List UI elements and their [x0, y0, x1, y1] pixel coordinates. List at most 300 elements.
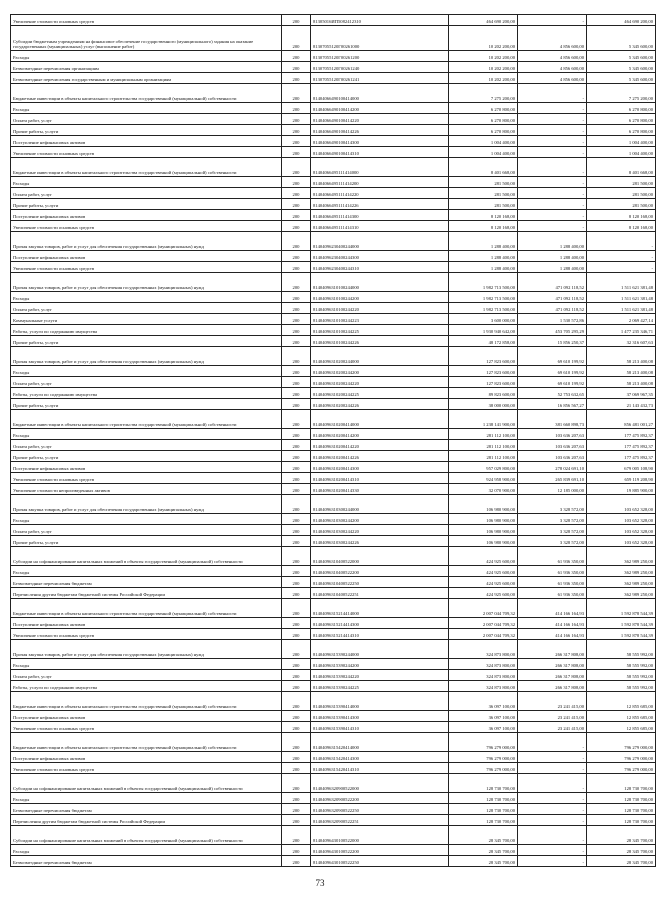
row-approved-cell: 324 873 800,00 — [449, 681, 518, 692]
row-unexecuted-cell: 8 401 668,00 — [587, 158, 656, 177]
row-unexecuted-cell: 362 989 250,00 — [587, 547, 656, 566]
row-approved-cell: 1 288 400,00 — [449, 251, 518, 262]
row-unexecuted-cell: 362 989 250,00 — [587, 588, 656, 599]
row-approved-cell: 6 270 800,00 — [449, 125, 518, 136]
row-name-cell: Оплата работ, услуг — [11, 114, 282, 125]
row-unexecuted-cell: 1 004 400,00 — [587, 136, 656, 147]
row-kbk-cell: 81404066495111414226 — [311, 199, 449, 210]
row-code-cell: 200 — [282, 763, 311, 774]
row-unexecuted-cell: 128 730 700,00 — [587, 815, 656, 826]
row-kbk-cell: 81404096315390244000 — [311, 640, 449, 659]
row-kbk-cell: 81404096310100244000 — [311, 273, 449, 292]
row-approved-cell: 1 930 940 642,00 — [449, 325, 518, 336]
row-code-cell: 200 — [282, 462, 311, 473]
row-executed-cell: 23 241 415,00 — [518, 711, 587, 722]
row-approved-cell: 796 279 000,00 — [449, 763, 518, 774]
row-approved-cell: 28 345 700,00 — [449, 856, 518, 867]
row-code-cell: 200 — [282, 618, 311, 629]
table-row — [11, 462, 656, 473]
table-row — [11, 177, 656, 188]
row-code-cell: 200 — [282, 84, 311, 103]
row-name-cell: Расходы — [11, 51, 282, 62]
row-code-cell: 200 — [282, 336, 311, 347]
row-code-cell: 200 — [282, 377, 311, 388]
row-executed-cell: - — [518, 221, 587, 232]
row-code-cell: 200 — [282, 845, 311, 856]
row-unexecuted-cell: 28 345 700,00 — [587, 856, 656, 867]
row-kbk-cell: 81305016ИП5082412310 — [311, 15, 449, 26]
row-executed-cell: 414 166 164,93 — [518, 629, 587, 640]
row-approved-cell: 1 982 713 500,00 — [449, 273, 518, 292]
table-row — [11, 221, 656, 232]
row-unexecuted-cell: 1 511 621 381,48 — [587, 273, 656, 292]
row-approved-cell: 324 873 800,00 — [449, 670, 518, 681]
row-approved-cell: 106 980 900,00 — [449, 536, 518, 547]
row-kbk-cell: 81404096320900522000 — [311, 774, 449, 793]
row-code-cell: 200 — [282, 314, 311, 325]
row-name-cell: Увеличение стоимости основных средств — [11, 147, 282, 158]
row-executed-cell: 3 328 572,00 — [518, 525, 587, 536]
table-row — [11, 856, 656, 867]
row-kbk-cell: 81404096230400244000 — [311, 232, 449, 251]
row-code-cell: 200 — [282, 495, 311, 514]
row-approved-cell: 8 120 168,00 — [449, 221, 518, 232]
row-kbk-cell: 81404096310200414226 — [311, 451, 449, 462]
row-unexecuted-cell: 1 592 878 544,39 — [587, 618, 656, 629]
row-code-cell: 200 — [282, 103, 311, 114]
row-name-cell: Безвозмездные перечисления бюджетам — [11, 577, 282, 588]
row-executed-cell: 61 936 350,00 — [518, 577, 587, 588]
page-number: 73 — [315, 878, 325, 888]
row-executed-cell: 23 241 415,00 — [518, 722, 587, 733]
row-name-cell: Расходы — [11, 429, 282, 440]
row-name-cell: Оплата работ, услуг — [11, 188, 282, 199]
row-name-cell: Расходы — [11, 103, 282, 114]
row-kbk-cell: 81404096310200244226 — [311, 399, 449, 410]
row-code-cell: 200 — [282, 410, 311, 429]
row-approved-cell: 3 600 000,00 — [449, 314, 518, 325]
table-row — [11, 188, 656, 199]
row-kbk-cell: 81404096315390414000 — [311, 692, 449, 711]
row-kbk-cell: 81404096310200414330 — [311, 484, 449, 495]
row-kbk-cell: 81404096315214414310 — [311, 629, 449, 640]
row-code-cell: 200 — [282, 451, 311, 462]
table-row — [11, 303, 656, 314]
row-approved-cell: 2 007 044 709,32 — [449, 599, 518, 618]
row-name-cell: Расходы — [11, 177, 282, 188]
row-kbk-cell: 81404096310100244225 — [311, 325, 449, 336]
row-approved-cell: 10 202 200,00 — [449, 26, 518, 51]
row-kbk-cell: 81404096310200244000 — [311, 347, 449, 366]
row-name-cell: Безвозмездные перечисления бюджетам — [11, 856, 282, 867]
row-approved-cell: 424 925 600,00 — [449, 577, 518, 588]
table-row — [11, 262, 656, 273]
row-code-cell: 200 — [282, 303, 311, 314]
row-code-cell: 200 — [282, 793, 311, 804]
row-unexecuted-cell: 6 270 800,00 — [587, 103, 656, 114]
row-executed-cell: 1 530 572,86 — [518, 314, 587, 325]
row-unexecuted-cell: 19 885 900,00 — [587, 484, 656, 495]
row-code-cell: 200 — [282, 599, 311, 618]
row-executed-cell: 4 856 600,00 — [518, 73, 587, 84]
row-code-cell: 200 — [282, 815, 311, 826]
row-approved-cell: 106 980 900,00 — [449, 525, 518, 536]
row-executed-cell: 3 328 572,00 — [518, 495, 587, 514]
row-approved-cell: 1 288 400,00 — [449, 232, 518, 251]
row-kbk-cell: 81404066495111414310 — [311, 221, 449, 232]
row-name-cell: Расходы — [11, 793, 282, 804]
row-unexecuted-cell: 58 555 992,00 — [587, 681, 656, 692]
row-approved-cell: 127 823 600,00 — [449, 377, 518, 388]
row-approved-cell: 127 823 600,00 — [449, 347, 518, 366]
row-name-cell: Увеличение стоимости основных средств — [11, 15, 282, 26]
row-executed-cell: 3 328 572,00 — [518, 514, 587, 525]
row-approved-cell: 324 873 800,00 — [449, 659, 518, 670]
row-code-cell: 200 — [282, 525, 311, 536]
row-kbk-cell: 81404096310300244226 — [311, 536, 449, 547]
row-executed-cell: - — [518, 103, 587, 114]
row-code-cell: 200 — [282, 826, 311, 845]
table-row — [11, 536, 656, 547]
row-executed-cell: 23 241 415,00 — [518, 692, 587, 711]
table-row — [11, 232, 656, 251]
row-kbk-cell: 81404096310200244200 — [311, 366, 449, 377]
row-kbk-cell: 81404066495111414220 — [311, 188, 449, 199]
row-approved-cell: 127 823 600,00 — [449, 366, 518, 377]
row-approved-cell: 36 097 100,00 — [449, 711, 518, 722]
row-executed-cell: 69 610 199,92 — [518, 366, 587, 377]
row-name-cell: Оплата работ, услуг — [11, 670, 282, 681]
table-row — [11, 451, 656, 462]
table-row — [11, 618, 656, 629]
table-row — [11, 273, 656, 292]
row-approved-cell: 128 730 700,00 — [449, 774, 518, 793]
row-approved-cell: 2 007 044 709,32 — [449, 618, 518, 629]
row-code-cell: 200 — [282, 588, 311, 599]
row-code-cell: 200 — [282, 273, 311, 292]
table-row — [11, 51, 656, 62]
table-row — [11, 640, 656, 659]
table-row — [11, 774, 656, 793]
row-name-cell: Оплата работ, услуг — [11, 377, 282, 388]
row-kbk-cell: 81404096315214414000 — [311, 599, 449, 618]
table-row — [11, 388, 656, 399]
row-code-cell: 200 — [282, 366, 311, 377]
row-kbk-cell: 81404096310200414300 — [311, 462, 449, 473]
row-executed-cell: - — [518, 774, 587, 793]
table-row — [11, 473, 656, 484]
row-code-cell: 200 — [282, 125, 311, 136]
row-name-cell: Бюджетные инвестиции в объекты капитального строительства государственной (муниципальной) собственности — [11, 599, 282, 618]
row-executed-cell: - — [518, 158, 587, 177]
table-row — [11, 599, 656, 618]
row-executed-cell: - — [518, 84, 587, 103]
table-row — [11, 659, 656, 670]
row-name-cell: Поступление нефинансовых активов — [11, 136, 282, 147]
table-row — [11, 62, 656, 73]
table-row — [11, 136, 656, 147]
row-unexecuted-cell: 362 989 250,00 — [587, 566, 656, 577]
row-approved-cell: 924 958 900,00 — [449, 473, 518, 484]
row-kbk-cell: 81404096310200414220 — [311, 440, 449, 451]
row-code-cell: 200 — [282, 388, 311, 399]
row-kbk-cell: 81404066490100414220 — [311, 114, 449, 125]
row-unexecuted-cell: 32 316 607,63 — [587, 336, 656, 347]
row-kbk-cell: 81404096310200414200 — [311, 429, 449, 440]
row-executed-cell: 266 317 808,00 — [518, 640, 587, 659]
row-executed-cell: 414 166 164,93 — [518, 599, 587, 618]
table-row — [11, 577, 656, 588]
row-unexecuted-cell: 58 213 400,08 — [587, 347, 656, 366]
row-approved-cell: 106 980 900,00 — [449, 514, 518, 525]
row-name-cell: Прочая закупка товаров, работ и услуг для обеспечения государственных (муниципальных) нужд — [11, 640, 282, 659]
row-unexecuted-cell: 8 120 168,00 — [587, 210, 656, 221]
row-unexecuted-cell: 177 475 892,37 — [587, 451, 656, 462]
table-row — [11, 114, 656, 125]
row-kbk-cell: 81404096315390414310 — [311, 722, 449, 733]
row-kbk-cell: 81404066495111414000 — [311, 158, 449, 177]
row-unexecuted-cell: 281 500,00 — [587, 188, 656, 199]
row-code-cell: 200 — [282, 804, 311, 815]
row-code-cell: 200 — [282, 473, 311, 484]
row-executed-cell: 4 856 600,00 — [518, 62, 587, 73]
row-unexecuted-cell: 679 005 108,90 — [587, 462, 656, 473]
table-row — [11, 314, 656, 325]
table-row — [11, 547, 656, 566]
row-code-cell: 200 — [282, 262, 311, 273]
row-name-cell: Прочие работы, услуги — [11, 199, 282, 210]
table-row — [11, 495, 656, 514]
row-name-cell: Прочие работы, услуги — [11, 336, 282, 347]
row-code-cell: 200 — [282, 711, 311, 722]
row-executed-cell: 103 636 207,63 — [518, 451, 587, 462]
row-code-cell: 200 — [282, 188, 311, 199]
row-approved-cell: 1 004 400,00 — [449, 147, 518, 158]
row-name-cell: Бюджетные инвестиции в объекты капитального строительства государственной (муниципальной) собственности — [11, 692, 282, 711]
row-kbk-cell: 81404096310200244225 — [311, 388, 449, 399]
row-kbk-cell: 81404096315420414300 — [311, 752, 449, 763]
row-name-cell: Коммунальные услуги — [11, 314, 282, 325]
row-executed-cell: - — [518, 826, 587, 845]
row-unexecuted-cell: 796 279 000,00 — [587, 733, 656, 752]
row-kbk-cell: 81404096310200414310 — [311, 473, 449, 484]
row-name-cell: Поступление нефинансовых активов — [11, 752, 282, 763]
row-kbk-cell: 81404096315390414300 — [311, 711, 449, 722]
row-executed-cell: 471 092 118,52 — [518, 292, 587, 303]
row-name-cell: Расходы — [11, 514, 282, 525]
row-approved-cell: 796 279 000,00 — [449, 733, 518, 752]
row-executed-cell: 414 166 164,93 — [518, 618, 587, 629]
table-row — [11, 73, 656, 84]
row-code-cell: 200 — [282, 566, 311, 577]
table-row — [11, 377, 656, 388]
row-code-cell: 200 — [282, 347, 311, 366]
row-executed-cell: - — [518, 763, 587, 774]
row-unexecuted-cell: 281 500,00 — [587, 177, 656, 188]
row-unexecuted-cell: 796 279 000,00 — [587, 752, 656, 763]
table-row — [11, 588, 656, 599]
row-executed-cell: 1 288 400,00 — [518, 262, 587, 273]
row-unexecuted-cell: 28 345 700,00 — [587, 826, 656, 845]
row-kbk-cell: 81404096310400522200 — [311, 566, 449, 577]
row-kbk-cell: 81404096310100244226 — [311, 336, 449, 347]
row-executed-cell: - — [518, 793, 587, 804]
row-approved-cell: 128 730 700,00 — [449, 815, 518, 826]
row-code-cell: 200 — [282, 158, 311, 177]
row-name-cell: Субсидии бюджетным учреждениям на финансовое обеспечение государственного (муниципального) задания на оказание государственных (муниципальных) услуг (выполнение работ) — [11, 26, 282, 51]
table-row — [11, 670, 656, 681]
row-unexecuted-cell: - — [587, 251, 656, 262]
row-unexecuted-cell: 1 511 621 381,48 — [587, 303, 656, 314]
row-name-cell: Прочие работы, услуги — [11, 536, 282, 547]
row-approved-cell: 7 275 200,00 — [449, 84, 518, 103]
row-executed-cell: 69 610 199,92 — [518, 347, 587, 366]
row-name-cell: Расходы — [11, 659, 282, 670]
row-executed-cell: - — [518, 752, 587, 763]
row-executed-cell: 61 936 350,00 — [518, 547, 587, 566]
row-approved-cell: 424 925 600,00 — [449, 566, 518, 577]
row-unexecuted-cell: 464 690 200,00 — [587, 15, 656, 26]
row-name-cell: Прочие работы, услуги — [11, 399, 282, 410]
row-kbk-cell: 81404096230400244310 — [311, 262, 449, 273]
row-name-cell: Перечисления другим бюджетам бюджетной системы Российской Федерации — [11, 588, 282, 599]
table-row — [11, 251, 656, 262]
row-unexecuted-cell: 362 989 250,00 — [587, 577, 656, 588]
row-executed-cell: - — [518, 188, 587, 199]
row-approved-cell: 281 500,00 — [449, 188, 518, 199]
row-name-cell: Расходы — [11, 845, 282, 856]
table-row — [11, 125, 656, 136]
row-kbk-cell: 81404096310100244200 — [311, 292, 449, 303]
row-code-cell: 200 — [282, 547, 311, 566]
table-row — [11, 722, 656, 733]
row-approved-cell: 28 345 700,00 — [449, 845, 518, 856]
row-code-cell: 200 — [282, 136, 311, 147]
row-code-cell: 200 — [282, 73, 311, 84]
table-row — [11, 711, 656, 722]
row-code-cell: 200 — [282, 640, 311, 659]
row-approved-cell: 36 097 100,00 — [449, 722, 518, 733]
row-unexecuted-cell: 37 069 967,35 — [587, 388, 656, 399]
row-unexecuted-cell: 58 555 992,00 — [587, 670, 656, 681]
row-approved-cell: 281 112 100,00 — [449, 429, 518, 440]
row-unexecuted-cell: 1 592 878 544,39 — [587, 629, 656, 640]
row-unexecuted-cell: 28 345 700,00 — [587, 845, 656, 856]
row-code-cell: 200 — [282, 114, 311, 125]
row-name-cell: Прочая закупка товаров, работ и услуг для обеспечения государственных (муниципальных) нужд — [11, 232, 282, 251]
row-executed-cell: 265 839 691,10 — [518, 473, 587, 484]
table-row — [11, 347, 656, 366]
row-executed-cell: 278 024 691,10 — [518, 462, 587, 473]
row-executed-cell: 1 288 400,00 — [518, 251, 587, 262]
row-name-cell: Прочие работы, услуги — [11, 451, 282, 462]
row-executed-cell: - — [518, 114, 587, 125]
row-code-cell: 200 — [282, 251, 311, 262]
report-sheet — [10, 14, 653, 867]
row-approved-cell: 281 112 100,00 — [449, 451, 518, 462]
table-row — [11, 158, 656, 177]
row-code-cell: 200 — [282, 177, 311, 188]
row-unexecuted-cell: 6 270 800,00 — [587, 114, 656, 125]
row-kbk-cell: 81307055120Г00261000 — [311, 26, 449, 51]
table-row — [11, 336, 656, 347]
row-kbk-cell: 81404096310400522000 — [311, 547, 449, 566]
row-approved-cell: 128 730 700,00 — [449, 804, 518, 815]
row-unexecuted-cell: 1 004 400,00 — [587, 147, 656, 158]
row-kbk-cell: 81404066490100414300 — [311, 136, 449, 147]
row-approved-cell: 10 202 200,00 — [449, 51, 518, 62]
row-kbk-cell: 81404066495111414200 — [311, 177, 449, 188]
row-name-cell: Прочие работы, услуги — [11, 125, 282, 136]
row-unexecuted-cell: 103 652 328,00 — [587, 514, 656, 525]
row-code-cell: 200 — [282, 147, 311, 158]
row-code-cell: 200 — [282, 232, 311, 251]
table-row — [11, 325, 656, 336]
row-name-cell: Субсидии на софинансирование капитальных вложений в объекты государственной (муниципальной) собственности — [11, 547, 282, 566]
row-unexecuted-cell: 128 730 700,00 — [587, 774, 656, 793]
row-approved-cell: 464 690 200,00 — [449, 15, 518, 26]
row-code-cell: 200 — [282, 774, 311, 793]
row-unexecuted-cell: 8 120 168,00 — [587, 221, 656, 232]
row-code-cell: 200 — [282, 692, 311, 711]
row-approved-cell: 8 401 668,00 — [449, 158, 518, 177]
table-row — [11, 410, 656, 429]
row-executed-cell: - — [518, 177, 587, 188]
row-unexecuted-cell: 128 730 700,00 — [587, 804, 656, 815]
row-name-cell: Безвозмездные перечисления организациям — [11, 62, 282, 73]
row-kbk-cell: 81404066490100414000 — [311, 84, 449, 103]
row-unexecuted-cell: 103 652 328,00 — [587, 495, 656, 514]
row-code-cell: 200 — [282, 199, 311, 210]
row-kbk-cell: 81404066495111414300 — [311, 210, 449, 221]
row-approved-cell: 281 500,00 — [449, 199, 518, 210]
row-executed-cell: 16 856 567,27 — [518, 399, 587, 410]
table-row — [11, 84, 656, 103]
table-row — [11, 147, 656, 158]
table-row — [11, 26, 656, 51]
row-executed-cell: - — [518, 815, 587, 826]
row-name-cell: Субсидии на софинансирование капитальных вложений в объекты государственной (муниципальной) собственности — [11, 826, 282, 845]
row-unexecuted-cell: 58 555 992,00 — [587, 640, 656, 659]
row-unexecuted-cell: 58 213 400,08 — [587, 366, 656, 377]
table-row — [11, 514, 656, 525]
row-unexecuted-cell: 1 477 235 346,71 — [587, 325, 656, 336]
row-code-cell: 200 — [282, 429, 311, 440]
row-unexecuted-cell: 103 652 328,00 — [587, 536, 656, 547]
row-approved-cell: 1 004 400,00 — [449, 136, 518, 147]
row-kbk-cell: 81404096315420414310 — [311, 763, 449, 774]
row-unexecuted-cell: 796 279 000,00 — [587, 763, 656, 774]
row-approved-cell: 1 982 713 500,00 — [449, 303, 518, 314]
row-code-cell: 200 — [282, 629, 311, 640]
row-name-cell: Работы, услуги по содержанию имущества — [11, 388, 282, 399]
table-row — [11, 752, 656, 763]
row-code-cell: 200 — [282, 325, 311, 336]
row-unexecuted-cell: 12 855 685,00 — [587, 711, 656, 722]
row-executed-cell: 381 660 898,73 — [518, 410, 587, 429]
row-executed-cell: 4 856 600,00 — [518, 51, 587, 62]
row-approved-cell: 424 925 600,00 — [449, 547, 518, 566]
row-kbk-cell: 81404096430100522000 — [311, 826, 449, 845]
row-code-cell: 200 — [282, 440, 311, 451]
row-kbk-cell: 81404096310200244220 — [311, 377, 449, 388]
row-executed-cell: 61 936 350,00 — [518, 588, 587, 599]
table-row — [11, 210, 656, 221]
row-name-cell: Поступление нефинансовых активов — [11, 462, 282, 473]
row-approved-cell: 128 730 700,00 — [449, 793, 518, 804]
row-name-cell: Расходы — [11, 566, 282, 577]
row-name-cell: Увеличение стоимости непроизведенных активов — [11, 484, 282, 495]
